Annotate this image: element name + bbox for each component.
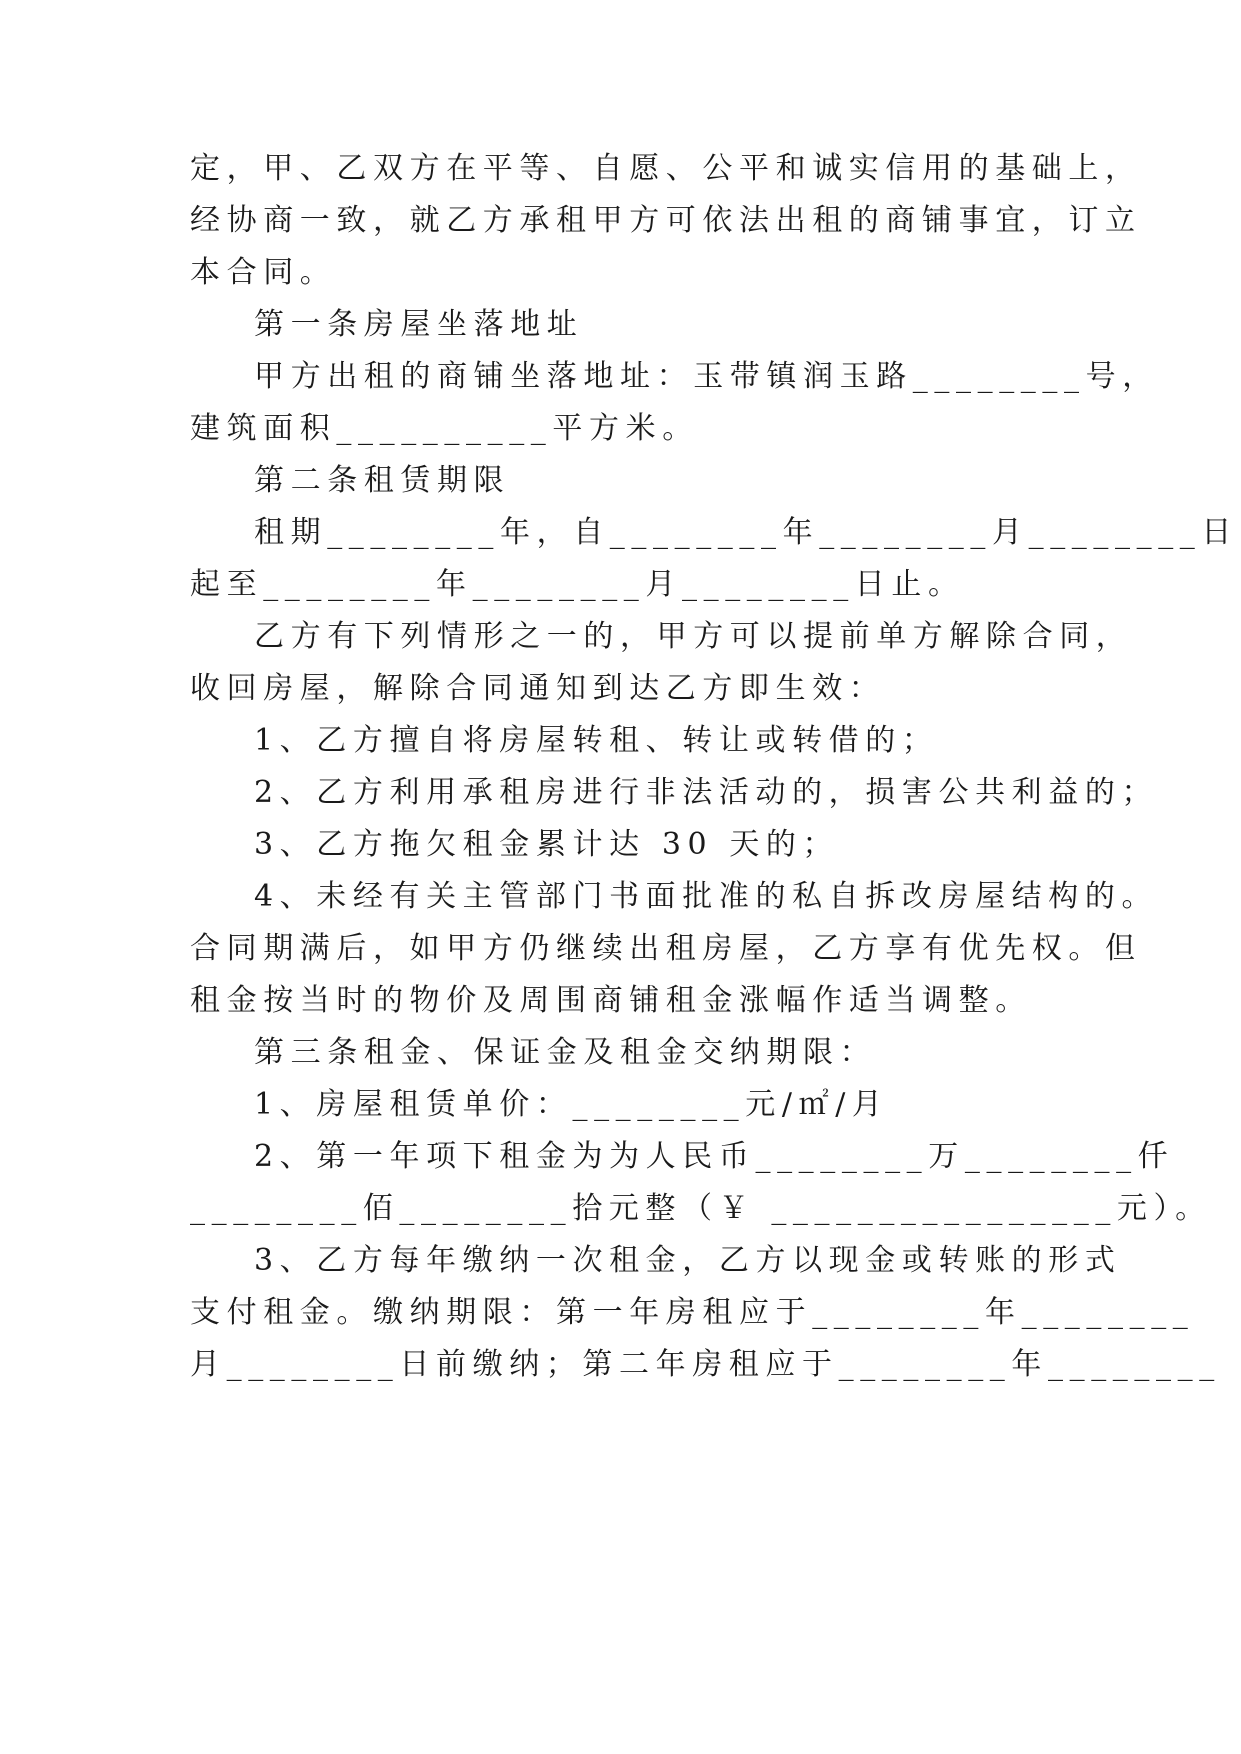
text-line-2: 经协商一致，就乙方承租甲方可依法出租的商铺事宜，订立 [190, 203, 1142, 238]
text-line-1: 定，甲、乙双方在平等、自愿、公平和诚实信用的基础上， [190, 151, 1142, 186]
text-line-6: 建筑面积__________平方米。 [190, 411, 699, 446]
text-line-3: 本合同。 [190, 255, 337, 290]
text-line-17: 租金按当时的物价及周围商铺租金涨幅作适当调整。 [190, 983, 1032, 1018]
rent-item-3: 3、乙方每年缴纳一次租金，乙方以现金或转账的形式 [254, 1243, 1122, 1278]
text-line-5: 甲方出租的商铺坐落地址：玉带镇润玉路________号， [254, 359, 1159, 394]
text-line-21: ________佰________拾元整（￥ ________________元）。 [190, 1191, 1212, 1226]
list-item-3: 3、乙方拖欠租金累计达 30 天的； [254, 827, 840, 862]
section-heading-term: 第二条租赁期限 [254, 463, 511, 498]
list-item-4: 4、未经有关主管部门书面批准的私自拆改房屋结构的。 [254, 879, 1159, 914]
rent-item-2: 2、第一年项下租金为为人民币________万________仟 [254, 1139, 1175, 1174]
section-heading-rent: 第三条租金、保证金及租金交纳期限： [254, 1035, 877, 1070]
text-line-24: 月________日前缴纳；第二年房租应于________年________ [190, 1347, 1221, 1382]
text-line-16: 合同期满后，如甲方仍继续出租房屋，乙方享有优先权。但 [190, 931, 1142, 966]
text-line-10: 乙方有下列情形之一的，甲方可以提前单方解除合同， [254, 619, 1133, 654]
text-line-23: 支付租金。缴纳期限：第一年房租应于________年________ [190, 1295, 1195, 1330]
text-line-11: 收回房屋，解除合同通知到达乙方即生效： [190, 671, 886, 706]
text-line-9: 起至________年________月________日止。 [190, 567, 965, 602]
text-line-8: 租期________年，自________年________月________日 [254, 515, 1238, 550]
list-item-1: 1、乙方擅自将房屋转租、转让或转借的； [254, 723, 939, 758]
rent-item-1: 1、房屋租赁单价：________元/㎡/月 [254, 1087, 889, 1122]
list-item-2: 2、乙方利用承租房进行非法活动的，损害公共利益的； [254, 775, 1159, 810]
section-heading-address: 第一条房屋坐落地址 [254, 307, 584, 342]
